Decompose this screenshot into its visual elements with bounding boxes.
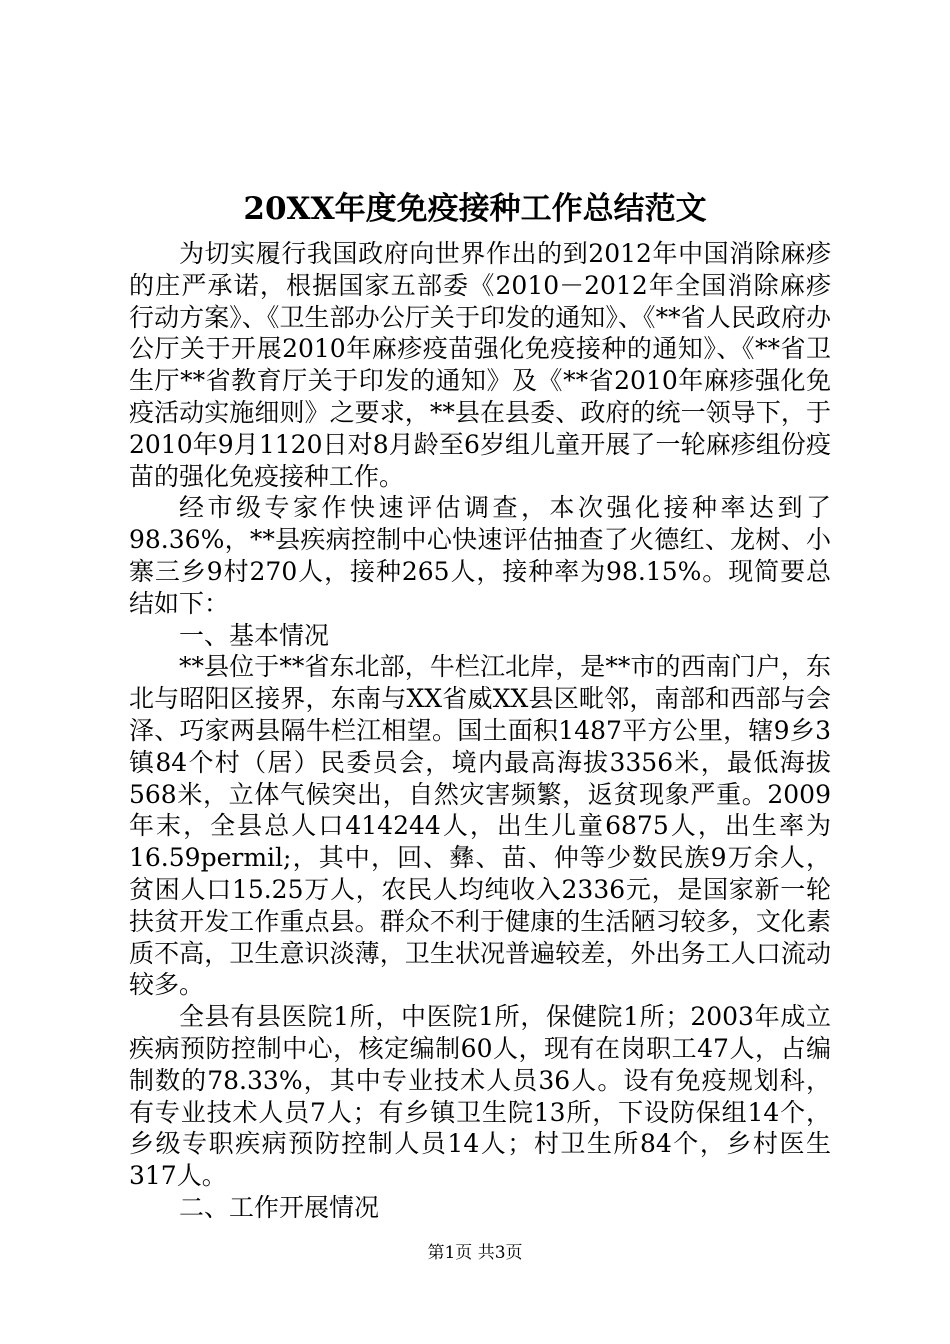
paragraph-health-facilities: 全县有县医院1所，中医院1所，保健院1所；2003年成立疾病预防控制中心，核定编制60人，现有在岗职工47人，占编制数的78.33%，其中专业技术人员36人。设有免疫规划科，有专业技术人员7人；有乡镇卫生院13所，下设防保组14个，乡级专职疾病预防控制人员14人；村卫生所84个，乡村医生317人。 [129,1002,831,1191]
document-title: 20XX年度免疫接种工作总结范文 [243,191,707,227]
paragraph-county-overview: **县位于**省东北部，牛栏江北岸，是**市的西南门户，东北与昭阳区接界，东南与XX省威XX县区毗邻，南部和西部与会泽、巧家两县隔牛栏江相望。国土面积1487平方公里，辖9乡3镇84个村（居）民委员会，境内最高海拔3356米，最低海拔568米，立体气候突出，自然灾害频繁，返贫现象严重。2009年末，全县总人口414244人，出生儿童6875人，出生率为16.59permil;，其中，回、彝、苗、仲等少数民族9万余人，贫困人口15.25万人，农民人均纯收入2336元，是国家新一轮扶贫开发工作重点县。群众不利于健康的生活陋习较多，文化素质不高，卫生意识淡薄，卫生状况普遍较差，外出务工人口流动较多。 [129,652,831,1000]
section-heading-work-progress: 二、工作开展情况 [179,1192,380,1222]
section-heading-basic-situation: 一、基本情况 [179,620,330,650]
page-footer: 第1页 共3页 [427,1243,523,1263]
document-body [129,238,831,1224]
paragraph-intro: 为切实履行我国政府向世界作出的到2012年中国消除麻疹的庄严承诺，根据国家五部委《2010－2012年全国消除麻疹行动方案》、《卫生部办公厅关于印发的通知》、《**省人民政府办公厅关于开展2010年麻疹疫苗强化免疫接种的通知》、《**省卫生厅**省教育厅关于印发的通知》及《**省2010年麻疹强化免疫活动实施细则》之要求，**县在县委、政府的统一领导下，于2010年9月1120日对8月龄至6岁组儿童开展了一轮麻疹组份疫苗的强化免疫接种工作。 [129,239,831,491]
paragraph-evaluation: 经市级专家作快速评估调查，本次强化接种率达到了98.36%，**县疾病控制中心快速评估抽查了火德红、龙树、小寨三乡9村270人，接种265人，接种率为98.15%。现简要总结如下： [129,493,831,618]
